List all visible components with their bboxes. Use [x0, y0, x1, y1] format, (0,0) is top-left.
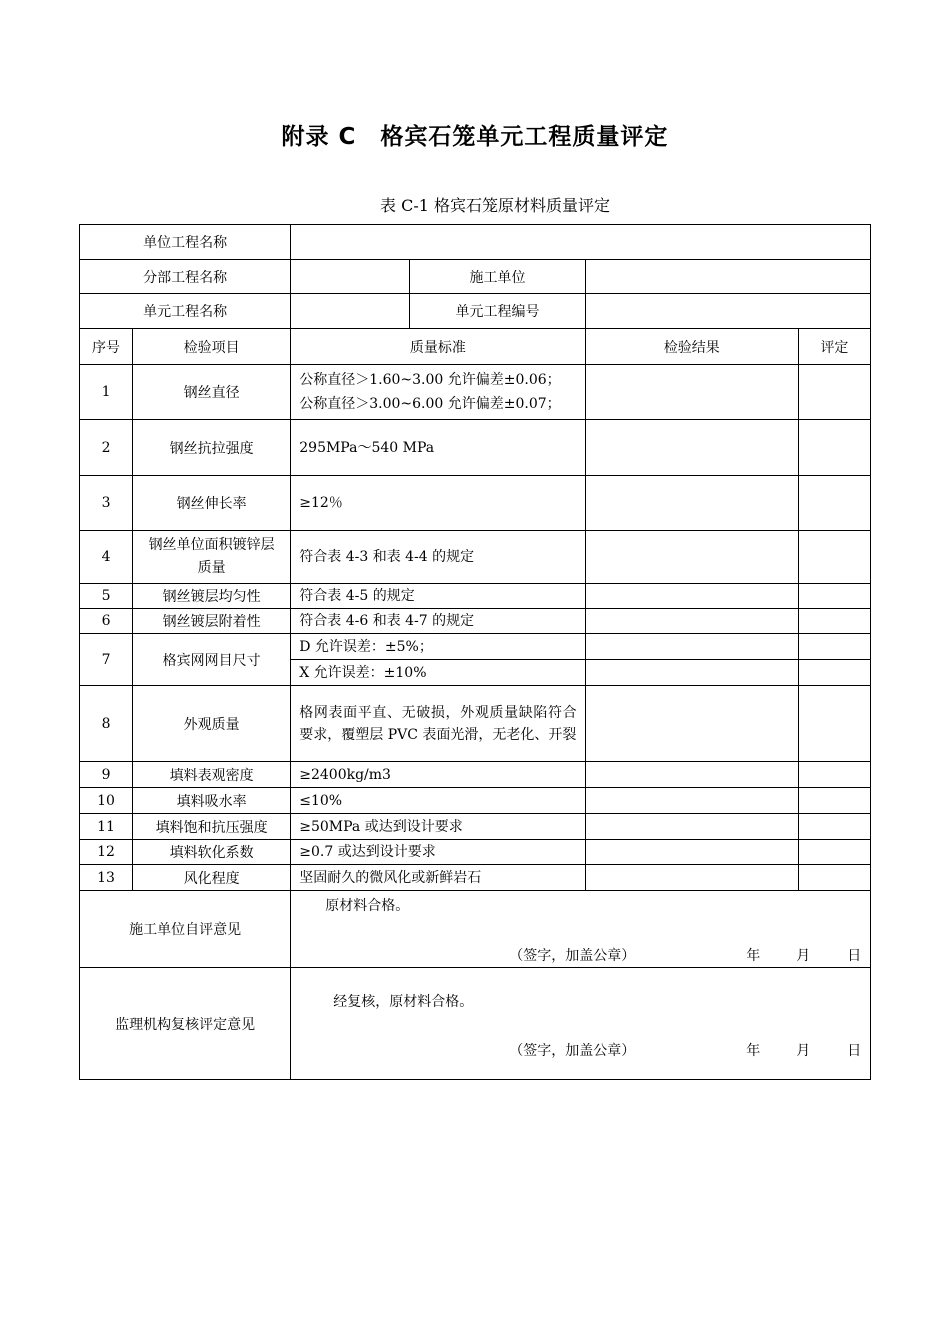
row-item: 钢丝镀层均匀性: [133, 584, 291, 609]
row-result[interactable]: [585, 788, 798, 814]
row-no: 8: [80, 686, 133, 762]
row-rating[interactable]: [798, 660, 870, 686]
row-result[interactable]: [585, 365, 798, 420]
row-rating[interactable]: [798, 762, 870, 788]
row-rating[interactable]: [798, 634, 870, 660]
row-standard: 符合表 4-3 和表 4-4 的规定: [291, 531, 585, 584]
col-item-header: 检验项目: [133, 329, 291, 365]
col-no-header: 序号: [80, 329, 133, 365]
table-row: [80, 476, 871, 531]
supervisor-eval-row: [80, 968, 871, 1080]
row-item: 钢丝单位面积镀锌层质量: [133, 531, 291, 584]
row-no: 4: [80, 531, 133, 584]
row-rating[interactable]: [798, 584, 870, 609]
column-header-row: [80, 329, 871, 365]
table-row: [80, 420, 871, 476]
row-rating[interactable]: [798, 840, 870, 865]
row-standard: X 允许误差：±10%: [291, 660, 585, 686]
row-no: 5: [80, 584, 133, 609]
row-standard: 符合表 4-6 和表 4-7 的规定: [291, 609, 585, 634]
row-no: 11: [80, 814, 133, 840]
contractor-value[interactable]: [585, 260, 870, 294]
row-rating[interactable]: [798, 420, 870, 476]
row-standard: 295MPa～540 MPa: [291, 420, 585, 476]
unit-project-value[interactable]: [291, 225, 871, 260]
row-item: 填料软化系数: [133, 840, 291, 865]
self-eval-month: 月: [796, 948, 811, 964]
row-no: 9: [80, 762, 133, 788]
col-result-header: 检验结果: [585, 329, 798, 365]
supervisor-eval-opinion[interactable]: [291, 968, 871, 1080]
row-item: 钢丝直径: [133, 365, 291, 420]
row-result[interactable]: [585, 840, 798, 865]
row-standard: 符合表 4-5 的规定: [291, 584, 585, 609]
table-row: [80, 788, 871, 814]
row-no: 2: [80, 420, 133, 476]
supervisor-eval-day: 日: [847, 1043, 862, 1059]
self-eval-text: 原材料合格。: [325, 898, 410, 914]
standard-line: 公称直径＞3.00~6.00 允许偏差±0.07；: [299, 396, 561, 412]
page-title: 附录 C 格宾石笼单元工程质量评定: [281, 124, 669, 150]
supervisor-eval-label: 监理机构复核评定意见: [80, 968, 291, 1080]
self-eval-row: [80, 891, 871, 968]
row-result[interactable]: [585, 609, 798, 634]
table-row: [80, 814, 871, 840]
row-item: 格宾网网目尺寸: [133, 634, 291, 686]
row-standard: D 允许误差：±5%；: [291, 634, 585, 660]
self-eval-year: 年: [746, 948, 761, 964]
supervisor-eval-text: 经复核，原材料合格。: [333, 994, 474, 1010]
row-result[interactable]: [585, 476, 798, 531]
table-row: [80, 865, 871, 891]
row-result[interactable]: [585, 686, 798, 762]
row-item: 钢丝伸长率: [133, 476, 291, 531]
table-row: [80, 531, 871, 584]
row-standard: ≥2400kg/m3: [291, 762, 585, 788]
row-item: 填料饱和抗压强度: [133, 814, 291, 840]
row-item: 外观质量: [133, 686, 291, 762]
division-value[interactable]: [291, 260, 410, 294]
row-no: 12: [80, 840, 133, 865]
row-standard: ≥50MPa 或达到设计要求: [291, 814, 585, 840]
row-rating[interactable]: [798, 531, 870, 584]
standard-line: 公称直径＞1.60~3.00 允许偏差±0.06；: [299, 372, 561, 388]
row-standard: [291, 365, 585, 420]
row-standard: ≥0.7 或达到设计要求: [291, 840, 585, 865]
row-no: 1: [80, 365, 133, 420]
row-item: 填料表观密度: [133, 762, 291, 788]
supervisor-eval-sign: （签字，加盖公章）: [509, 1043, 636, 1059]
table-row: [80, 840, 871, 865]
row-rating[interactable]: [798, 365, 870, 420]
row-standard: 坚固耐久的微风化或新鲜岩石: [291, 865, 585, 891]
row-result[interactable]: [585, 420, 798, 476]
table-row: [80, 609, 871, 634]
row-no: 10: [80, 788, 133, 814]
self-eval-opinion[interactable]: [291, 891, 871, 968]
row-rating[interactable]: [798, 686, 870, 762]
element-label: 单元工程名称: [80, 294, 291, 329]
self-eval-sign: （签字，加盖公章）: [509, 948, 636, 964]
self-eval-label: 施工单位自评意见: [80, 891, 291, 968]
row-item: 钢丝抗拉强度: [133, 420, 291, 476]
supervisor-eval-month: 月: [796, 1043, 811, 1059]
row-standard: 格网表面平直、无破损，外观质量缺陷符合要求，覆塑层 PVC 表面光滑，无老化、开裂: [291, 686, 585, 762]
table-caption: 表 C-1 格宾石笼原材料质量评定: [379, 196, 610, 215]
contractor-label: 施工单位: [410, 260, 585, 294]
row-rating[interactable]: [798, 788, 870, 814]
row-result[interactable]: [585, 531, 798, 584]
table-row: [80, 634, 871, 660]
table-row: [80, 686, 871, 762]
row-no: 6: [80, 609, 133, 634]
self-eval-day: 日: [847, 948, 862, 964]
row-standard: ≤10%: [291, 788, 585, 814]
row-result[interactable]: [585, 814, 798, 840]
table-row: [80, 762, 871, 788]
element-value[interactable]: [291, 294, 410, 329]
row-rating[interactable]: [798, 865, 870, 891]
col-standard-header: 质量标准: [291, 329, 585, 365]
row-item: 钢丝镀层附着性: [133, 609, 291, 634]
row-result[interactable]: [585, 584, 798, 609]
row-result[interactable]: [585, 865, 798, 891]
supervisor-eval-year: 年: [746, 1043, 761, 1059]
row-result[interactable]: [585, 660, 798, 686]
quality-evaluation-table: [79, 224, 871, 1080]
row-no: 3: [80, 476, 133, 531]
row-result[interactable]: [585, 762, 798, 788]
row-rating[interactable]: [798, 476, 870, 531]
element-no-value[interactable]: [585, 294, 870, 329]
row-item: 填料吸水率: [133, 788, 291, 814]
table-row: [80, 584, 871, 609]
element-no-label: 单元工程编号: [410, 294, 585, 329]
row-standard: ≥12％: [291, 476, 585, 531]
row-rating[interactable]: [798, 609, 870, 634]
row-item: 风化程度: [133, 865, 291, 891]
row-no: 7: [80, 634, 133, 686]
row-no: 13: [80, 865, 133, 891]
division-label: 分部工程名称: [80, 260, 291, 294]
unit-project-label: 单位工程名称: [80, 225, 291, 260]
row-rating[interactable]: [798, 814, 870, 840]
col-rating-header: 评定: [798, 329, 870, 365]
table-row: [80, 365, 871, 420]
row-result[interactable]: [585, 634, 798, 660]
